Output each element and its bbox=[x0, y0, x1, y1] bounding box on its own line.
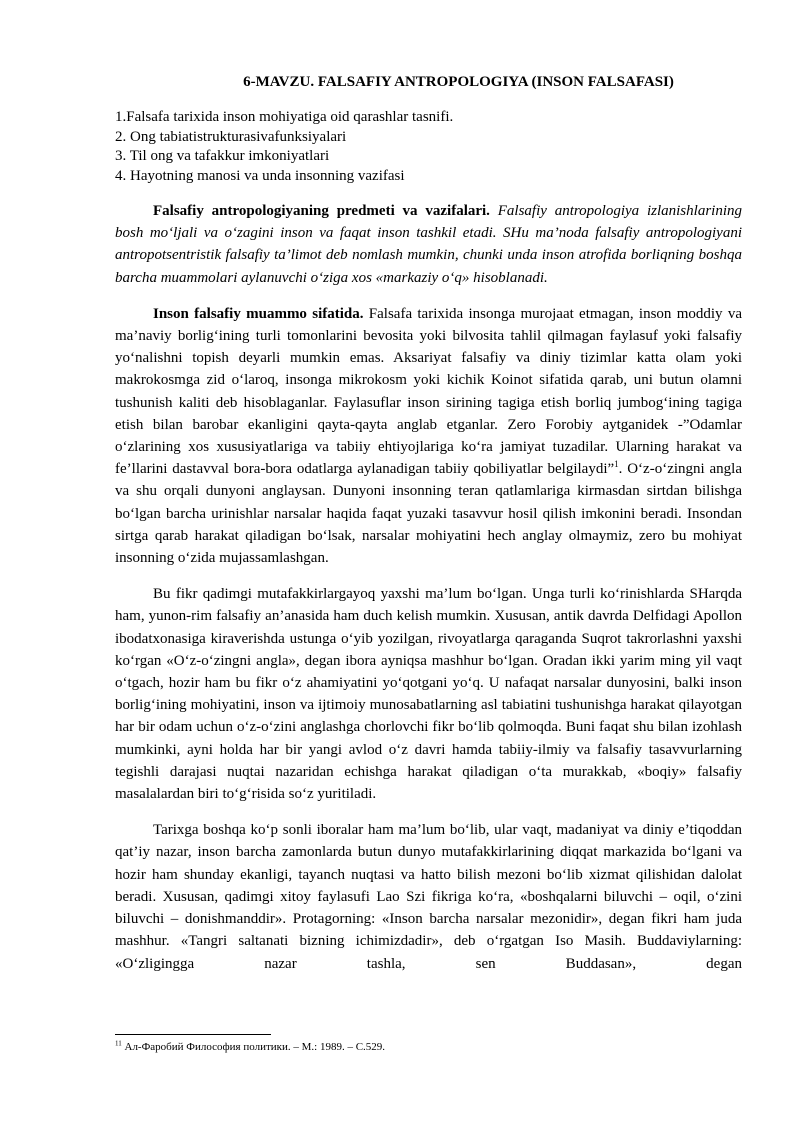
outline-item: 4. Hayotning manosi va unda insonning vazifasi bbox=[115, 167, 405, 184]
topic-outline bbox=[115, 108, 742, 186]
footnote-text: Ал-Фаробий Философия политики. – М.: 1989. – С.529. bbox=[121, 1041, 386, 1053]
footnote bbox=[115, 1040, 385, 1054]
paragraph-body: Bu fikr qadimgi mutafakkirlargayoq yaxshi ma’lum bo‘lgan. Unga turli ko‘rinishlarda SHarqda ham, yunon-rim falsafiy an’anasida ham duch kelish mumkin. Xususan, antik davrda Delfidagi Apollon ibodatxonasiga kiraverishda ustunga o‘yib yozilgan, rivoyatlarga qaraganda Suqrot takrorlashni yaxshi ko‘rgan «O‘z-o‘zingni angla», degan ibora ayniqsa mashhur bo‘lgan. Oradan ikki yarim ming yil vaqt o‘tgach, hozir ham bu fikr o‘z ahamiyatini yo‘qotgani yo‘q. U nafaqat narsalar dunyosini, balki inson borlig‘ining mohiyatini, inson va ijtimoiy munosabatlarning asl tabiatini tushunishga harakat qilayotgan har bir odam uchun o‘z-o‘zini anglashga chorlovchi fikr bo‘lib qolmoqda. Buni faqat shu bilan izohlash mumkinki, ayni holda har bir yangi avlod o‘z davri hamda tabiiy-ilmiy va falsafiy tasavvurlarning tegishli darajasi nuqtai nazaridan echishga harakat qiladigan o‘ta murakkab, «boqiy» falsafiy masalalardan biri to‘g‘risida so‘z yuritiladi. bbox=[115, 586, 742, 803]
paragraph-body: . O‘z-o‘zingni angla va shu orqali dunyoni anglaysan. Dunyoni insonning teran qatlamlariga kirmasdan sirtdan bilishga bo‘lgan barcha urinishlar narsalar haqida faqat yuzaki tasavvur hosil qilish imkonini beradi. Insondan sirtga qarab harakat qiladigan bo‘lsak, narsalar mohiyatini hech anglay olmaymiz, zero bu mohiyat insonning o‘zida mujassamlashgan. bbox=[115, 461, 742, 567]
document-page bbox=[115, 72, 742, 989]
page-title: 6-MAVZU. FALSAFIY ANTROPOLOGIYA (INSON FALSAFASI) bbox=[243, 74, 674, 90]
paragraph-heading: Inson falsafiy muammo sifatida. bbox=[153, 305, 364, 322]
outline-item: 2. Ong tabiatistrukturasivafunksiyalari bbox=[115, 128, 347, 145]
footnote-marker: 11 bbox=[115, 1039, 122, 1048]
paragraph-heading: Falsafiy antropologiyaning predmeti va vazifalari. bbox=[153, 203, 490, 219]
paragraph-subject bbox=[115, 200, 742, 289]
outline-item: 3. Til ong va tafakkur imkoniyatlari bbox=[115, 148, 330, 164]
paragraph-problem bbox=[115, 303, 742, 569]
paragraph-body: Falsafa tarixida insonga murojaat etmagan, inson moddiy va ma’naviy borlig‘ining turli tomonlarini bevosita yoki bilvosita tahlil qilmagan faylasuf yoki falsafiy yo‘nalishni topish deyarli mumkin emas. Aksariyat falsafiy va diniy tizimlar katta olam yoki makrokosmga zid o‘laroq, insonga mikrokosm yoki kichik Koinot sifatida qarab, uni butun olamni tushunish kaliti deb hisoblaganlar. Faylasuflar inson sirining tagiga etish borliq jumbog‘ining tagiga etish bilan barobar ekanligini qayta-qayta anglab etganlar. Zero Forobiy aytganidek -”Odamlar o‘zlarining xos xususiyatlariga va tabiiy ehtiyojlariga ko‘ra jamiyat tuzadilar. Ularning harakat va fe’llarini dastavval bora-bora odatlarga aylanadigan tabiiy qobiliyatlar belgilaydi” bbox=[115, 305, 742, 478]
footnote-divider bbox=[115, 1034, 271, 1035]
paragraph-body: Falsafiy antropologiya izlanishlarining bosh mo‘ljali va o‘zagini inson va faqat inson tashkil etadi. SHu ma’noda falsafiy antropologiyani antropotsentristik falsafiy ta’limot deb nomlash mumkin, chunki unda inson atrofida borliqning boshqa barcha muammolari aylanuvchi o‘ziga xos «markaziy o‘q» hisoblanadi. bbox=[115, 203, 742, 286]
footnote-reference[interactable]: 1 bbox=[614, 459, 619, 470]
paragraph-body: Tarixga boshqa ko‘p sonli iboralar ham ma’lum bo‘lib, ular vaqt, madaniyat va diniy e’tiqoddan qat’iy nazar, inson barcha zamonlarda butun dunyo mutafakkirlarining diqqat markazida bo‘lgani va hozir ham shunday ekanligi, tayanch nuqtasi va hatto bilish mezoni bo‘lib xizmat qilishidan dalolat beradi. Xususan, qadimgi xitoy faylasufi Lao Szi fikriga ko‘ra, «boshqalarni biluvchi – oqil, o‘zini biluvchi – donishmanddir». Protagorning: «Inson barcha narsalar mezonidir», degan fikri ham juda mashhur. «Tangri saltanati bizning ichimizdadir», deb o‘rgatgan Iso Masih. Buddaviylarning: «O‘zligingga nazar tashla, sen Buddasan», degan bbox=[115, 822, 742, 972]
outline-item: 1.Falsafa tarixida inson mohiyatiga oid qarashlar tasnifi. bbox=[115, 109, 454, 125]
